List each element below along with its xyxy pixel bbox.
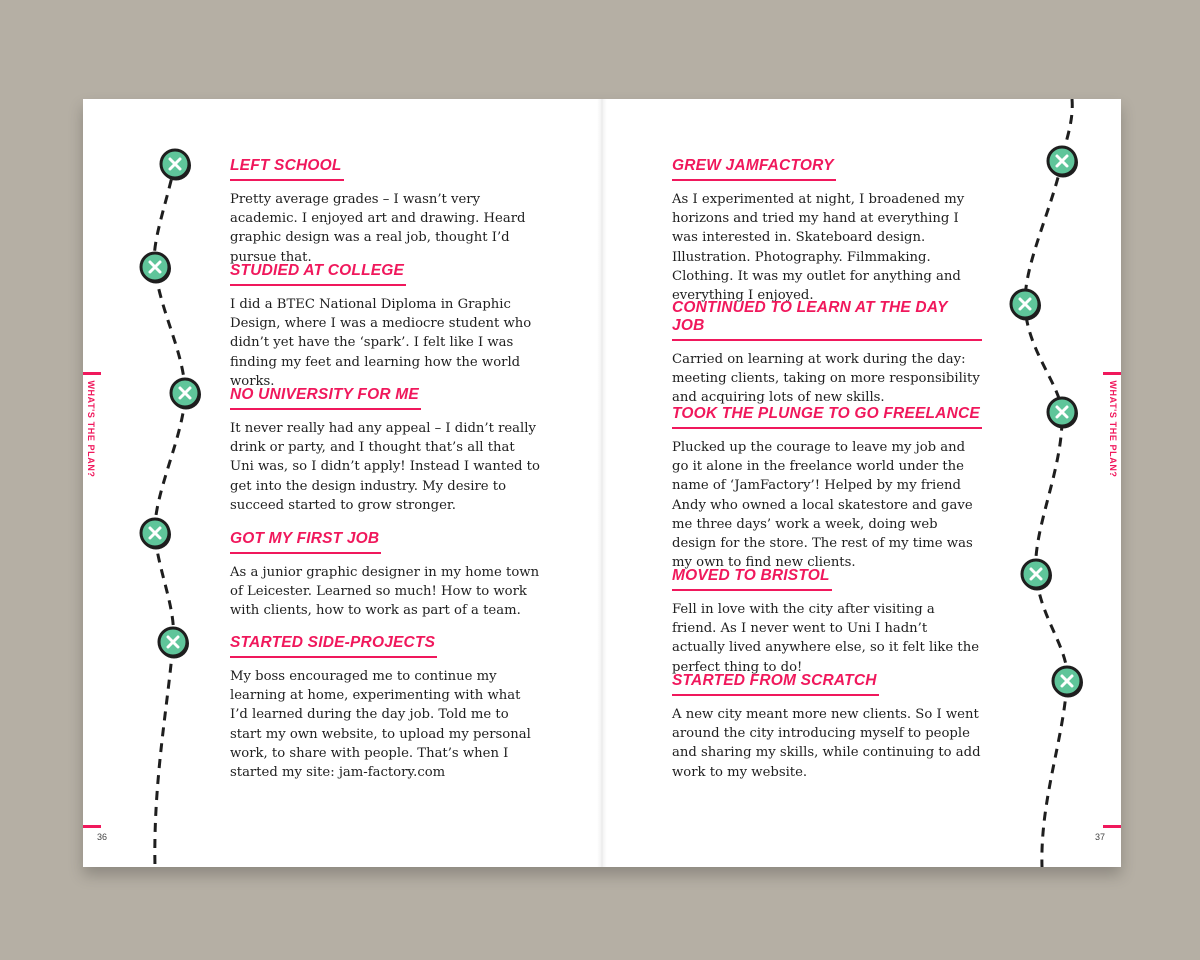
timeline-entry: [230, 155, 540, 267]
timeline-entry: [672, 565, 982, 677]
x-circle-icon: [1053, 667, 1083, 698]
x-circle-icon: [159, 628, 189, 659]
timeline-entry: [672, 403, 982, 572]
entry-heading: MOVED TO BRISTOL: [672, 567, 832, 591]
side-label: WHAT'S THE PLAN?: [1108, 380, 1118, 478]
entry-heading: CONTINUED TO LEARN AT THE DAY JOB: [672, 299, 982, 341]
left-page: [83, 99, 602, 867]
x-circle-icon: [171, 379, 201, 410]
entry-body: Plucked up the courage to leave my job and go it alone in the freelance world under the name of ‘JamFactory’! Helped by my friend Andy who owned a local skatestore and gave me three days’ work a week, doing web design for the store. The rest of my time was my own to find new clients.: [672, 440, 973, 571]
timeline-entry: [230, 632, 540, 782]
entry-body: I did a BTEC National Diploma in Graphic Design, where I was a mediocre student who didn’t yet have the ‘spark’. I felt like I was finding my feet and learning how the world works.: [230, 297, 532, 389]
entry-body: My boss encouraged me to continue my learning at home, experimenting with what I’d learned during the day job. Told me to start my own website, to upload my personal work, to share with people. That’s when I started my site: jam-factory.com: [230, 669, 531, 781]
book-spread: [83, 99, 1121, 867]
timeline-entry: [672, 155, 982, 305]
entry-heading: TOOK THE PLUNGE TO GO FREELANCE: [672, 405, 982, 429]
x-circle-icon: [1011, 290, 1041, 321]
entry-heading: STARTED SIDE-PROJECTS: [230, 634, 437, 658]
entry-heading: NO UNIVERSITY FOR ME: [230, 386, 421, 410]
x-circle-icon: [1022, 560, 1052, 591]
side-label: WHAT'S THE PLAN?: [86, 380, 96, 478]
timeline-entry: [230, 528, 540, 621]
entry-body: As a junior graphic designer in my home town of Leicester. Learned so much! How to work with clients, how to work as part of a team.: [230, 565, 540, 619]
entry-heading: LEFT SCHOOL: [230, 157, 344, 181]
side-tab-marker: [1103, 372, 1121, 375]
page-number: 36: [97, 832, 108, 842]
entry-body: It never really had any appeal – I didn’t really drink or party, and I thought that’s all that Uni was, so I didn’t apply! Instead I wanted to get into the design industry. My desire to succeed started to grow stronger.: [230, 421, 540, 513]
timeline-entry: [672, 670, 982, 782]
x-circle-icon: [141, 253, 171, 284]
entry-body: As I experimented at night, I broadened my horizons and tried my hand at everything I was interested in. Skateboard design. Illustration. Photography. Filmmaking. Clothing. It was my outlet for anything and everything I enjoyed.: [672, 192, 965, 304]
timeline-entry: [672, 299, 982, 408]
page-number-rule: [83, 825, 101, 828]
x-circle-icon: [1048, 147, 1078, 178]
page-number: 37: [1095, 832, 1106, 842]
timeline-entry: [230, 260, 540, 391]
book-gutter: [597, 99, 607, 867]
entry-body: Carried on learning at work during the day: meeting clients, taking on more responsibility and acquiring lots of new skills.: [672, 352, 980, 406]
entry-heading: STUDIED AT COLLEGE: [230, 262, 406, 286]
entry-heading: GREW JAMFACTORY: [672, 157, 836, 181]
timeline-entry: [230, 384, 540, 515]
right-page: [602, 99, 1121, 867]
x-circle-icon: [141, 519, 171, 550]
entry-body: Fell in love with the city after visiting a friend. As I never went to Uni I hadn’t actually lived anywhere else, so it felt like the perfect thing to do!: [672, 602, 979, 675]
x-circle-icon: [1048, 398, 1078, 429]
entry-body: Pretty average grades – I wasn’t very academic. I enjoyed art and drawing. Heard graphic design was a real job, thought I’d pursue that.: [230, 192, 526, 265]
entry-heading: GOT MY FIRST JOB: [230, 530, 381, 554]
x-circle-icon: [161, 150, 191, 181]
side-tab-marker: [83, 372, 101, 375]
entry-body: A new city meant more new clients. So I went around the city introducing myself to people and sharing my skills, while continuing to add work to my website.: [672, 707, 981, 780]
page-number-rule: [1103, 825, 1121, 828]
entry-heading: STARTED FROM SCRATCH: [672, 672, 879, 696]
